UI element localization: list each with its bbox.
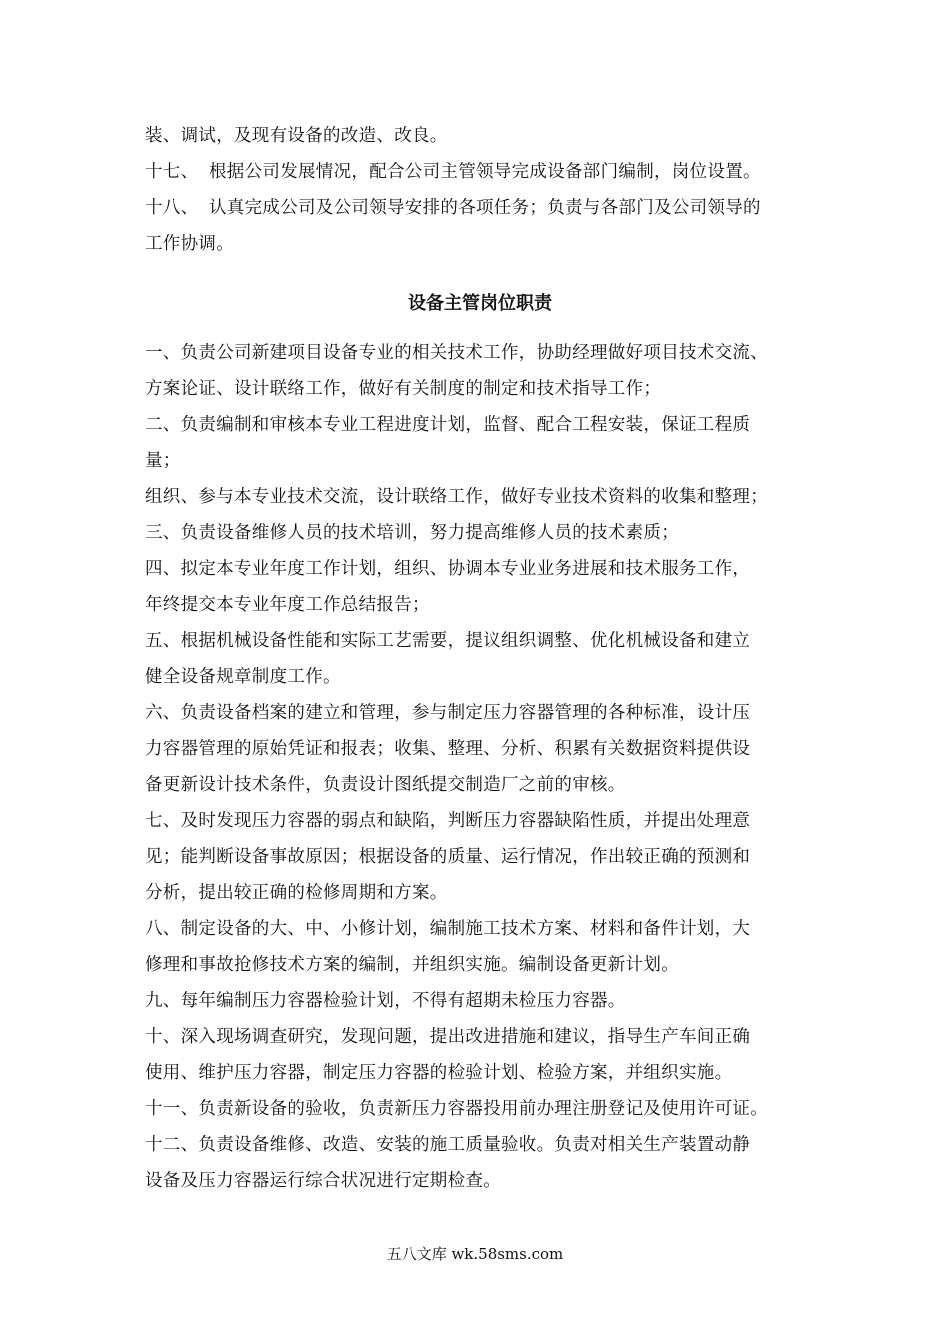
- text-line: 备更新设计技术条件，负责设计图纸提交制造厂之前的审核。: [145, 775, 626, 795]
- text-line: 组织、参与本专业技术交流，设计联络工作，做好专业技术资料的收集和整理；: [145, 487, 768, 507]
- text-line: 十一、负责新设备的验收，负责新压力容器投用前办理注册登记及使用许可证。: [145, 1099, 768, 1119]
- text-line: 量；: [145, 451, 181, 471]
- duties-list: [145, 335, 815, 1199]
- text-line: 力容器管理的原始凭证和报表；收集、整理、分析、积累有关数据资料提供设: [145, 739, 751, 759]
- text-line: 六、负责设备档案的建立和管理，参与制定压力容器管理的各种标准，设计压: [145, 703, 751, 723]
- text-line: 方案论证、设计联络工作，做好有关制度的制定和技术指导工作；: [145, 379, 662, 399]
- section-title: 设备主管岗位职责: [408, 293, 552, 314]
- text-line: 见；能判断设备事故原因；根据设备的质量、运行情况，作出较正确的预测和: [145, 847, 751, 867]
- text-line: 年终提交本专业年度工作总结报告；: [145, 595, 430, 615]
- text-line: 分析，提出较正确的检修周期和方案。: [145, 883, 448, 903]
- item-text: 根据公司发展情况，配合公司主管领导完成设备部门编制，岗位设置。: [209, 162, 761, 182]
- text-line: 七、及时发现压力容器的弱点和缺陷，判断压力容器缺陷性质，并提出处理意: [145, 811, 751, 831]
- text-line: 工作协调。: [145, 234, 234, 254]
- text-line: 九、每年编制压力容器检验计划，不得有超期未检压力容器。: [145, 991, 626, 1011]
- text-line: 十、深入现场调查研究，发现问题，提出改进措施和建议，指导生产车间正确: [145, 1027, 751, 1047]
- previous-section-continuation: [145, 118, 815, 262]
- text-line: 四、拟定本专业年度工作计划，组织、协调本专业业务进展和技术服务工作，: [145, 559, 751, 579]
- item-number: 十八、: [145, 198, 199, 218]
- text-line: 八、制定设备的大、中、小修计划，编制施工技术方案、材料和备件计划，大: [145, 919, 751, 939]
- text-line: 修理和事故抢修技术方案的编制，并组织实施。编制设备更新计划。: [145, 955, 679, 975]
- watermark-footer: 五八文库 wk.58sms.com: [386, 1245, 564, 1263]
- text-line: 装、调试，及现有设备的改造、改良。: [145, 126, 448, 146]
- text-line: 十二、负责设备维修、改造、安装的施工质量验收。负责对相关生产装置动静: [145, 1135, 751, 1155]
- text-line: 二、负责编制和审核本专业工程进度计划，监督、配合工程安装，保证工程质: [145, 415, 751, 435]
- text-line: 三、负责设备维修人员的技术培训，努力提高维修人员的技术素质；: [145, 523, 679, 543]
- text-line: [145, 190, 815, 226]
- item-number: 十七、: [145, 162, 199, 182]
- item-text: 认真完成公司及公司领导安排的各项任务；负责与各部门及公司领导的: [209, 198, 761, 218]
- text-line: [145, 154, 815, 190]
- text-line: 设备及压力容器运行综合状况进行定期检查。: [145, 1171, 501, 1191]
- text-line: 使用、维护压力容器，制定压力容器的检验计划、检验方案，并组织实施。: [145, 1063, 733, 1083]
- text-line: 五、根据机械设备性能和实际工艺需要，提议组织调整、优化机械设备和建立: [145, 631, 751, 651]
- text-line: 健全设备规章制度工作。: [145, 667, 341, 687]
- text-line: 一、负责公司新建项目设备专业的相关技术工作，协助经理做好项目技术交流、: [145, 343, 768, 363]
